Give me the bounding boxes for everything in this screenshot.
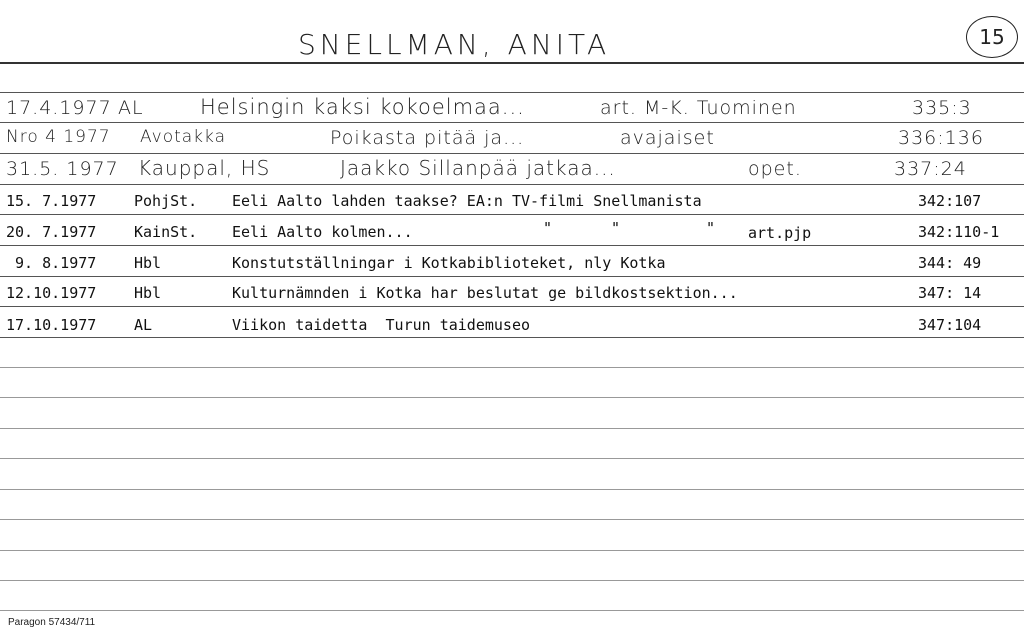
header-rule [0, 62, 1024, 64]
entry-ref: 342:110-1 [918, 223, 1000, 241]
rule-line [0, 337, 1024, 338]
rule-line [0, 519, 1024, 520]
entry-source: Avotakka [140, 127, 226, 147]
card-footer: Paragon 57434/711 [8, 617, 96, 628]
entry-title: Kulturnämnden i Kotka har beslutat ge bildkostsektion... [232, 284, 738, 302]
entry-title: Poikasta pitää ja... [330, 127, 525, 149]
card-number-badge [966, 16, 1018, 58]
entry-title: Eeli Aalto lahden taakse? EA:n TV-filmi Snellmanista [232, 192, 702, 210]
ditto-mark: " [543, 219, 553, 237]
entry-row [0, 277, 1024, 307]
entry-row [0, 215, 1024, 245]
entry-ref: 347: 14 [918, 284, 982, 302]
entry-source: Kauppal, HS [138, 156, 271, 180]
entry-title: Helsingin kaksi kokoelmaa... [200, 95, 525, 119]
rule-line [0, 397, 1024, 398]
entry-date: 15. 7.1977 [6, 192, 97, 210]
entry-date: 31.5. 1977 [6, 158, 119, 180]
entry-source: Hbl [134, 284, 162, 302]
entry-source: PohjSt. [134, 192, 198, 210]
entry-note: opet. [748, 158, 802, 180]
card-title: SNELLMAN, ANITA [298, 28, 611, 61]
entry-date: 9. 8.1977 [6, 254, 97, 272]
entry-row [0, 246, 1024, 276]
entry-ref: 344: 49 [918, 254, 982, 272]
entry-ref: 337:24 [894, 158, 967, 180]
entry-source: AL [118, 97, 144, 119]
rule-line [0, 367, 1024, 368]
rule-line [0, 458, 1024, 459]
rule-line [0, 610, 1024, 611]
ditto-mark: " [611, 219, 621, 237]
entry-ref: 342:107 [918, 192, 982, 210]
rule-line [0, 428, 1024, 429]
entry-ref: 336:136 [898, 127, 984, 149]
entry-row [0, 154, 1024, 184]
entry-note: art. M-K. Tuominen [600, 97, 797, 119]
entry-source: KainSt. [134, 223, 198, 241]
entry-row [0, 93, 1024, 123]
entry-date: 20. 7.1977 [6, 223, 97, 241]
entry-date: 12.10.1977 [6, 284, 97, 302]
entry-row [0, 307, 1024, 337]
entry-source: Hbl [134, 254, 162, 272]
entry-title: Viikon taidetta Turun taidemuseo [232, 316, 531, 334]
entry-note: avajaiset [620, 127, 715, 149]
entry-note: art.pjp [748, 224, 812, 242]
entry-title: Eeli Aalto kolmen... [232, 223, 413, 241]
ditto-mark: " [706, 219, 716, 237]
entry-row [0, 123, 1024, 153]
entry-date: 17.10.1977 [6, 316, 97, 334]
entry-date: 17.4.1977 [6, 97, 112, 119]
card-number: 15 [979, 25, 1005, 49]
rule-line [0, 550, 1024, 551]
rule-line [0, 580, 1024, 581]
entry-source: AL [134, 316, 153, 334]
entry-row [0, 185, 1024, 215]
entry-date: Nro 4 1977 [6, 127, 111, 147]
entry-ref: 347:104 [918, 316, 982, 334]
entry-title: Konstutställningar i Kotkabiblioteket, nly Kotka [232, 254, 666, 272]
entry-title: Jaakko Sillanpää jatkaa... [340, 156, 616, 180]
rule-line [0, 489, 1024, 490]
entry-ref: 335:3 [912, 97, 972, 119]
